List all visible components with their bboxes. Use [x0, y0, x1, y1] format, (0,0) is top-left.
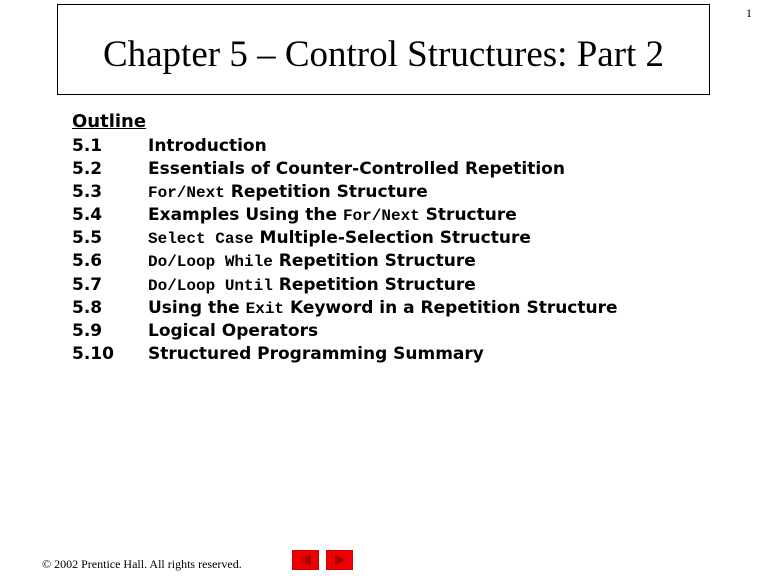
outline-item — [72, 227, 618, 250]
code-keyword: For/Next — [342, 207, 420, 226]
outline-item — [72, 297, 618, 320]
code-keyword: Do/Loop While — [148, 253, 273, 272]
outline-item — [72, 204, 618, 227]
triangle-right-icon — [335, 554, 345, 566]
section-number: 5.10 — [72, 343, 114, 364]
section-title: Structured Programming Summary — [148, 343, 484, 364]
outline-item — [72, 274, 618, 297]
outline-item — [72, 343, 618, 366]
section-title: Keyword in a Repetition Structure — [284, 297, 618, 318]
section-number: 5.2 — [72, 159, 103, 180]
outline-item — [72, 135, 618, 158]
section-title: Essentials of Counter-Controlled Repetition — [148, 159, 565, 180]
code-keyword: Select Case — [148, 230, 254, 249]
outline-item — [72, 158, 618, 181]
title-box — [57, 4, 710, 95]
next-slide-button[interactable] — [326, 550, 353, 570]
section-number: 5.9 — [72, 320, 103, 341]
section-title: Structure — [419, 205, 517, 226]
section-title: Using the — [148, 297, 246, 318]
code-keyword: Do/Loop Until — [148, 276, 273, 295]
section-title: Repetition Structure — [272, 274, 476, 295]
section-number: 5.4 — [72, 205, 103, 226]
outline-item — [72, 181, 618, 204]
outline-item — [72, 250, 618, 273]
outline-heading: Outline — [72, 111, 147, 132]
section-number: 5.3 — [72, 182, 103, 203]
code-keyword: For/Next — [148, 184, 225, 203]
outline-list — [72, 135, 618, 366]
page-number: 1 — [746, 6, 752, 20]
section-number: 5.7 — [72, 274, 103, 295]
copyright-footer: © 2002 Prentice Hall. All rights reserved. — [42, 557, 242, 571]
section-title: Logical Operators — [148, 320, 319, 341]
section-title: Introduction — [148, 136, 267, 156]
section-number: 5.6 — [72, 251, 103, 272]
slide-title: Chapter 5 – Control Structures: Part 2 — [102, 34, 665, 75]
section-title: Multiple-Selection Structure — [253, 228, 531, 249]
section-number: 5.5 — [72, 228, 103, 249]
code-keyword: Exit — [245, 299, 285, 318]
section-title: Repetition Structure — [272, 251, 476, 272]
section-number: 5.8 — [72, 297, 103, 318]
outline-item — [72, 320, 618, 343]
previous-slide-button[interactable] — [292, 550, 319, 570]
section-title: Examples Using the — [148, 205, 343, 226]
section-title: Repetition Structure — [224, 182, 428, 203]
section-number: 5.1 — [72, 136, 103, 156]
triangle-left-icon — [301, 554, 311, 566]
